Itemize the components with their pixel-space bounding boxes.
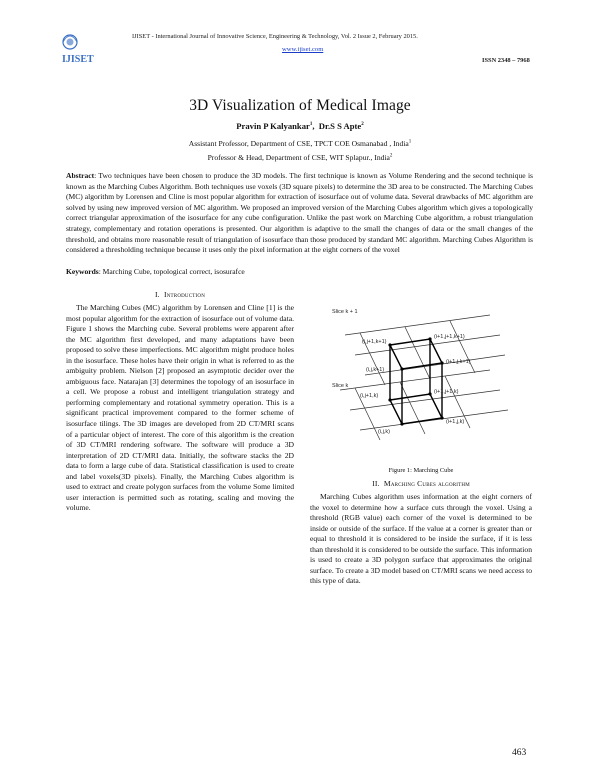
label-slice-k1: Slice k + 1 <box>332 309 358 315</box>
cube-edges <box>390 339 442 424</box>
figure-marching-cube <box>330 305 510 455</box>
section-2-body <box>310 492 532 587</box>
label-v3: (i,j,k+1) <box>366 367 385 373</box>
section-2-heading <box>310 479 532 488</box>
label-v4: (i+1,j,k+1) <box>446 359 471 365</box>
affiliation-1-sup: 1 <box>408 139 412 145</box>
keywords <box>66 267 533 276</box>
label-v2: (i+1,j+1,k+1) <box>434 334 465 340</box>
figure-caption: Figure 1: Marching Cube <box>388 467 454 474</box>
journal-header: IJISET - International Journal of Innovative Science, Engineering & Technology, Vol. 2 Issue 2, February 2015. <box>132 33 418 40</box>
author-1-sup: 1 <box>309 122 313 128</box>
slice-lower-grid <box>340 370 508 440</box>
section-2-title: Marching Cubes algorithm <box>383 479 470 488</box>
affiliation-2-text: Professor & Head, Department of CSE, WIT Splapur., India <box>207 153 390 162</box>
section-1-heading <box>66 290 294 299</box>
section-1-number: I. <box>154 290 160 299</box>
keywords-label: Keywords <box>66 267 99 276</box>
author-1: Pravin P Kalyankar <box>236 121 310 131</box>
label-slice-k: Slice k <box>332 383 349 389</box>
label-v8: (i+1,j,k) <box>446 419 465 425</box>
author-2: Dr.S S Apte <box>318 121 362 131</box>
affiliation-2 <box>0 153 600 162</box>
journal-logo <box>58 28 104 68</box>
section-2-paragraph: Marching Cubes algorithm uses information at the eight corners of the voxel to determine how a surface cuts through the voxel. Using a threshold (RGB value) each corner of the voxel is determined to be inside or outside of the surface. If the value at a corner is greater than or equal to threshold it is considered to be inside the surface, if it is less than threshold it is considered to be outside the surface. This information is used to create a 3D polygon surface that approximates the original surface. To create a 3D model based on CT/MRI scans we need access to this type of data. <box>310 492 532 586</box>
author-2-sup: 2 <box>361 122 364 128</box>
label-v7: (i,j,k) <box>378 429 390 435</box>
author-line: Pravin P Kalyankar$^1$, Dr.S S Apte$^2$ <box>236 121 364 131</box>
abstract-text: : Two techniques have been chosen to produce the 3D models. The first technique is known as Volume Rendering and the second technique is known as the Marching Cubes Algorithm. Both techniques use voxels (3D square pixels) to determine the 3D area to be constructed. The Marching Cubes (MC) algorithm by Lorensen and Cline is most popular algorithm for extraction of isosurface out of volume data. Several drawbacks of MC algorithm are solved by using new improved version of MC algorithm. We proposed an improved version of the Marching Cubes algorithm which gives a topologically correct triangular approximation of the isosurface for any cube configuration. Unlike the past work on Marching Cube algorithm, a robust triangulation strategy, complementary and rotation operations is presented. Our algorithm is adaptive to the small the changes of data or the small changes of the threshold, and obtains more reasonable result of triangulation of isosurface than those produced by standard MC algorithm. Marching Cubes Algorithm is considered a thresholding technique because it uses only the pixel information at the eight corners of the voxel <box>66 171 533 255</box>
abstract <box>66 171 533 256</box>
page-number: 463 <box>512 748 527 758</box>
label-v5: (i,j+1,k) <box>360 393 379 399</box>
section-1-body <box>66 303 294 514</box>
label-v6: (i+1,j+1,k) <box>434 389 459 395</box>
keywords-text: : Marching Cube, topological correct, isosurafce <box>98 267 245 276</box>
slice-upper-grid <box>345 315 505 385</box>
label-v1: (i,j+1,k+1) <box>362 339 387 345</box>
journal-url-link[interactable]: www.ijiset.com <box>282 46 324 53</box>
section-1-title: Introduction <box>163 290 206 299</box>
affiliation-1-text: Assistant Professor, Department of CSE, TPCT COE Osmanabad , India <box>188 139 409 148</box>
section-1-paragraph: The Marching Cubes (MC) algorithm by Lorensen and Cline [1] is the most popular algorithm for the extraction of isosurface out of volume data. Figure 1 shows the Marching cube. Several problems were apparent after the MC algorithm first developed, and many adaptations have been proposed to solve these imperfections. MC algorithm might produce holes in the isosurface. These holes have their origin in what is referred to as the ambiguity problem. Nielson [2] proposed an asymptotic decider over the ambiguous face. Natarajan [3] determines the topology of an isosurface in a cell. We propose a robust and intelligent triangulation strategy and performing complementary and rotational symmetry operation. This is a significant practical improvement compared to the former scheme of isosurface tilings. The 3D images are developed from 2D CT/MRI scans of a particular object of interest. The core of this algorithm is the creation of 3D CT/MRI rendering software. The software will produce a 3D interpretation of 2D CT/MRI data. Initially, the software stacks the 2D data to form a large cube of data. Statistical classification is used to create and label voxels(3D pixels). Finally, the Marching Cubes algorithm is used to extract and create polygon surfaces from the volume Some limited user interaction is permitted such as rotating, scaling and moving the volume. <box>66 303 294 513</box>
paper-title: 3D Visualization of Medical Image <box>189 97 411 114</box>
affiliation-2-sup: 2 <box>389 153 393 159</box>
section-2-number: II. <box>372 479 380 488</box>
abstract-label: Abstract <box>66 171 95 180</box>
affiliation-1 <box>0 139 600 148</box>
issn: ISSN 2348 – 7968 <box>482 57 530 64</box>
logo-text: IJISET <box>62 54 94 65</box>
